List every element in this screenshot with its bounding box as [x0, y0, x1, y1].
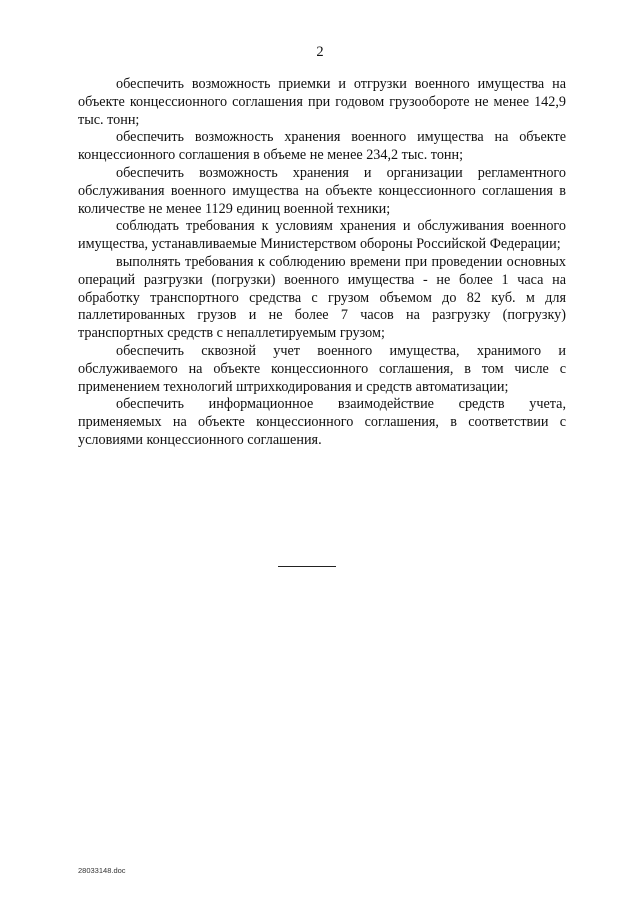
paragraph: соблюдать требования к условиям хранения и обслуживания военного имущества, устанавливаемые Министерством обороны Российской Федерации;: [78, 218, 566, 253]
footer-file-name: 28033148.doc: [78, 866, 126, 875]
paragraph: выполнять требования к соблюдению времени при проведении основных операций разгрузки (погрузки) военного имущества - не более 1 часа на обработку транспортного средства с грузом объемом до 82 куб. м для паллетированных грузов и не более 7 часов на разгрузку (погрузку) транспортных средств с непаллетируемым грузом;: [78, 253, 566, 342]
paragraph: обеспечить возможность хранения военного имущества на объекте концессионного соглашения в объеме не менее 234,2 тыс. тонн;: [78, 129, 566, 164]
document-body: [78, 76, 566, 450]
end-of-document-rule: [278, 566, 336, 567]
paragraph: обеспечить возможность хранения и организации регламентного обслуживания военного имущества на объекте концессионного соглашения в количестве не менее 1129 единиц военной техники;: [78, 164, 566, 217]
paragraph: обеспечить информационное взаимодействие средств учета, применяемых на объекте концессионного соглашения, в соответствии с условиями концессионного соглашения.: [78, 396, 566, 448]
page-number: 2: [316, 44, 324, 60]
paragraph: обеспечить возможность приемки и отгрузки военного имущества на объекте концессионного соглашения при годовом грузообороте не менее 142,9 тыс. тонн;: [78, 76, 566, 128]
paragraph: обеспечить сквозной учет военного имущества, хранимого и обслуживаемого на объекте концессионного соглашения, в том числе с применением технологий штрихкодирования и средств автоматизации;: [78, 342, 566, 395]
